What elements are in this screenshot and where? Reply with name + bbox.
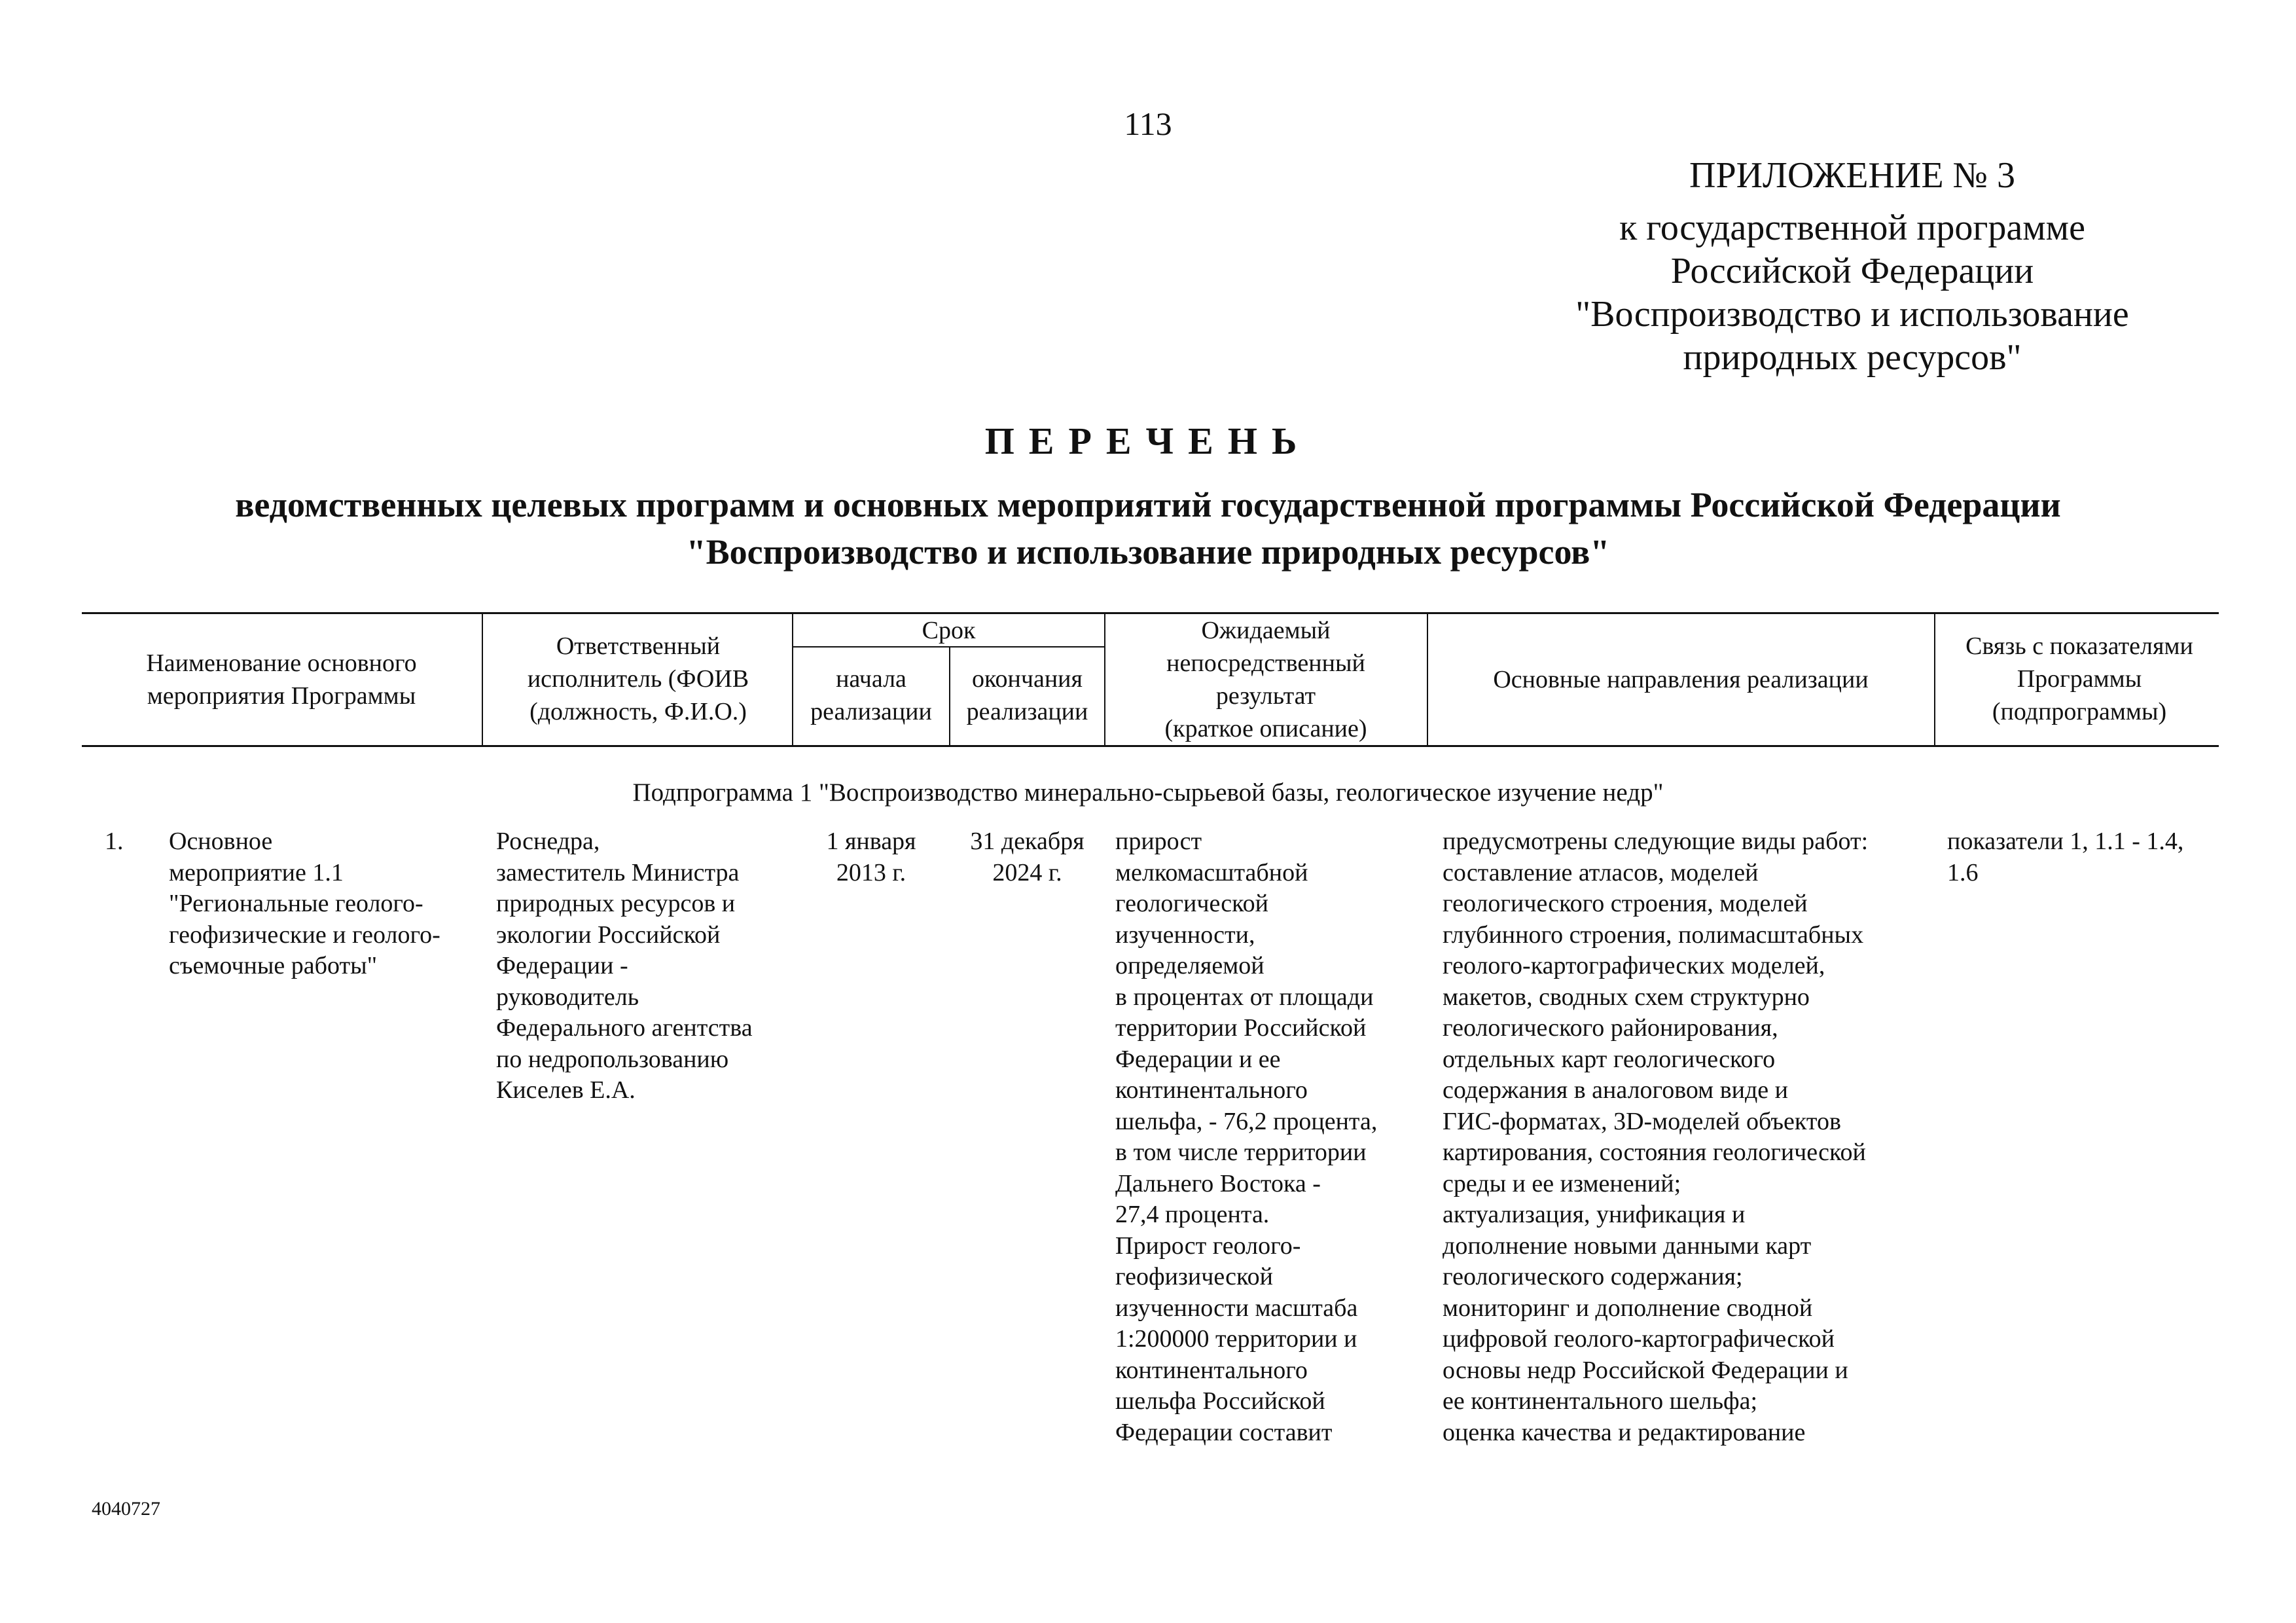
cell-line: 27,4 процента. [1115,1201,1270,1228]
cell-line: геологического строения, моделей [1443,890,1808,917]
cell-executor [496,826,753,1106]
appendix-line: природных ресурсов" [1683,337,2022,378]
document-title: ПЕРЕЧЕНЬ [984,420,1312,462]
cell-line: Дальнего Востока - [1115,1169,1321,1197]
cell-result [1115,826,1377,1448]
header-link [1935,630,2223,728]
cell-line: природных ресурсов и [496,890,736,917]
header-text: (подпрограммы) [1992,698,2167,725]
cell-line: мелкомасштабной [1115,858,1308,886]
cell-line: глубинного строения, полимасштабных [1443,921,1864,949]
cell-line: геологической [1115,890,1268,917]
cell-line: 2024 г. [992,858,1062,886]
cell-line: в процентах от площади [1115,983,1374,1011]
cell-line: геологического содержания; [1443,1263,1743,1290]
subtitle-line: "Воспроизводство и использование природных ресурсов" [686,532,1610,572]
cell-line: мониторинг и дополнение сводной [1443,1294,1813,1322]
header-end [950,663,1104,728]
cell-line: заместитель Министра [496,858,740,886]
cell-line: ГИС-форматах, 3D-моделей объектов [1443,1107,1841,1135]
appendix-title: ПРИЛОЖЕНИЕ № 3 [1689,155,2015,196]
appendix-block [1505,154,2199,379]
cell-line: содержания в аналоговом виде и [1443,1076,1789,1104]
header-text: реализации [966,698,1088,725]
cell-line: основы недр Российской Федерации и [1443,1356,1848,1384]
cell-line: Федерального агентства [496,1014,753,1042]
cell-line: цифровой геолого-картографической [1443,1325,1835,1353]
cell-line: по недропользованию [496,1045,729,1073]
cell-line: геофизические и геолого- [169,921,440,949]
cell-line: шельфа Российской [1115,1387,1325,1415]
cell-line: оценка качества и редактирование [1443,1418,1806,1446]
cell-line: 31 декабря [970,828,1085,855]
cell-line: дополнение новыми данными карт [1443,1231,1812,1260]
page-number: 113 [1124,105,1172,142]
cell-line: среды и ее изменений; [1443,1169,1681,1197]
header-text: непосредственный [1166,649,1365,677]
subtitle-line: ведомственных целевых программ и основных мероприятий государственной программы Российской Федерации [235,485,2061,524]
cell-end [950,826,1104,888]
header-text: Ожидаемый [1201,617,1331,644]
header-text: Ответственный [556,632,721,660]
cell-line: Киселев Е.А. [496,1076,636,1104]
header-name [92,647,471,712]
header-text: мероприятия Программы [147,682,416,710]
cell-line: геологического районирования, [1443,1014,1778,1042]
cell-line: Роснедра, [496,828,600,855]
cell-directions [1443,826,1868,1448]
cell-line: 1 января [826,828,916,855]
appendix-line: Российской Федерации [1670,251,2034,291]
cell-line: ее континентального шельфа; [1443,1387,1758,1415]
cell-line: макетов, сводных схем структурно [1443,983,1810,1011]
header-text: окончания [972,665,1083,693]
header-term: Срок [922,617,976,644]
header-text: исполнитель (ФОИВ [527,665,749,693]
subprogram-title: Подпрограмма 1 "Воспроизводство минерально-сырьевой базы, геологическое изучение недр" [632,778,1664,807]
cell-line: Федерации - [496,952,628,979]
appendix-line: к государственной программе [1619,208,2085,248]
row-number: 1. [105,828,124,855]
column-divider [482,612,483,746]
cell-line: руководитель [496,983,639,1011]
document-subtitle [0,481,2296,575]
cell-line: съемочные работы" [169,952,378,979]
header-text: (должность, Ф.И.О.) [529,698,747,725]
document-code: 4040727 [92,1498,160,1520]
cell-line: Федерации и ее [1115,1045,1281,1073]
header-text: Программы [2017,665,2142,693]
cell-link [1947,826,2183,888]
cell-line: континентального [1115,1076,1308,1104]
cell-line: континентального [1115,1356,1308,1384]
header-text: реализации [810,698,932,725]
cell-name [169,826,440,982]
header-text: (краткое описание) [1164,715,1367,742]
appendix-line: "Воспроизводство и использование [1575,294,2129,335]
cell-line: показатели 1, 1.1 - 1.4, [1947,828,2184,855]
header-text: начала [836,665,906,693]
table-header-bottom-border [82,745,2219,747]
header-start [793,663,949,728]
cell-line: мероприятие 1.1 [169,858,344,886]
cell-line: определяемой [1115,952,1265,979]
cell-line: геофизической [1115,1263,1273,1290]
cell-line: 1:200000 территории и [1115,1325,1357,1353]
cell-line: Основное [169,828,273,855]
cell-line: экологии Российской [496,921,721,949]
cell-line: шельфа, - 76,2 процента, [1115,1107,1378,1135]
cell-start [793,826,949,888]
header-result [1105,614,1426,745]
cell-line: изученности масштаба [1115,1294,1358,1322]
cell-line: актуализация, унификация и [1443,1201,1746,1228]
header-text: Наименование основного [146,649,417,677]
cell-line: отдельных карт геологического [1443,1045,1776,1073]
cell-line: 2013 г. [836,858,906,886]
cell-line: "Региональные геолого- [169,890,423,917]
cell-line: составление атласов, моделей [1443,858,1759,886]
header-directions: Основные направления реализации [1493,666,1869,693]
cell-line: геолого-картографических моделей, [1443,952,1825,979]
header-executor [488,630,789,728]
header-text: Связь с показателями [1965,632,2193,660]
cell-line: Прирост геолого- [1115,1231,1301,1260]
header-text: результат [1215,682,1316,710]
cell-line: картирования, состояния геологической [1443,1139,1866,1166]
cell-line: 1.6 [1947,858,1979,886]
cell-line: прирост [1115,828,1202,855]
cell-line: в том числе территории [1115,1139,1367,1166]
cell-line: территории Российской [1115,1014,1367,1042]
cell-line: Федерации составит [1115,1418,1333,1446]
cell-line: предусмотрены следующие виды работ: [1443,828,1869,855]
cell-line: изученности, [1115,921,1255,949]
